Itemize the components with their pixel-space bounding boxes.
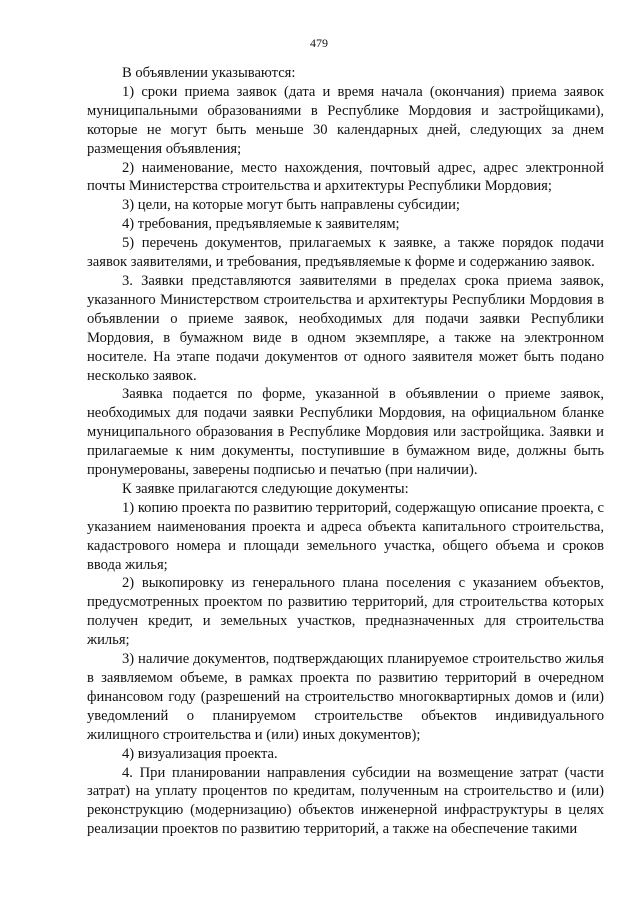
page-number: 479 <box>310 36 328 50</box>
paragraph-item-4-requirements: 4) требования, предъявляемые к заявителям; <box>122 216 400 233</box>
paragraph-attachment-3-permits: 3) наличие документов, подтверждающих планируемое строительство жилья в заявляемом объеме, в рамках проекта по развитию территорий в очередном финансовом году (разрешений на строительство многоквартирных домов и (или) уведомлений о планируемом строительстве объектов индивидуального жилищного строительства и (или) иных документов); <box>87 651 604 743</box>
paragraph-section-3-applications: 3. Заявки представляются заявителями в пределах срока приема заявок, указанного Министерством строительства и архитектуры Республики Мордовия в объявлении о приеме заявок, необходимых для подачи заявки Республики Мордовия, в бумажном виде в одном экземпляре, а также на электронном носителе. На этапе подачи документов от одного заявителя может быть подано несколько заявок. <box>87 272 604 384</box>
paragraph-item-3-goals: 3) цели, на которые могут быть направлены субсидии; <box>122 197 460 214</box>
paragraph-item-5-documents-list: 5) перечень документов, прилагаемых к заявке, а также порядок подачи заявок заявителями, и требования, предъявляемые к форме и содержанию заявок. <box>87 235 604 271</box>
paragraph-attachment-1-project-copy: 1) копию проекта по развитию территорий, содержащую описание проекта, с указанием наименования проекта и адреса объекта капитального строительства, кадастрового номера и площади земельного участка, общего объема и сроков ввода жилья; <box>87 499 604 573</box>
paragraph-announcement-intro: В объявлении указываются: <box>122 65 296 81</box>
paragraph-attachment-2-master-plan: 2) выкопировку из генерального плана поселения с указанием объектов, предусмотренных проектом по развитию территорий, для строительства которых получен кредит, и земельных участков, предназначенных для строительства жилья; <box>87 575 604 649</box>
paragraph-attachment-4-visualization: 4) визуализация проекта. <box>122 745 278 762</box>
paragraph-item-2-ministry-address: 2) наименование, место нахождения, почтовый адрес, адрес электронной почты Министерства строительства и архитектуры Республики Мордовия; <box>87 159 604 195</box>
paragraph-application-form: Заявка подается по форме, указанной в объявлении о приеме заявок, необходимых для подачи заявки Республики Мордовия, на официальном бланке муниципального образования в Республике Мордовия или застройщика. Заявки и прилагаемые к ним документы, поступившие в бумажном виде, должны быть пронумерованы, заверены подписью и печатью (при наличии). <box>87 386 604 479</box>
paragraph-attachments-intro: К заявке прилагаются следующие документы: <box>122 480 409 497</box>
paragraph-section-4-subsidy-planning: 4. При планировании направления субсидии на возмещение затрат (части затрат) на уплату процентов по кредитам, полученным на строительство и (или) реконструкцию (модернизацию) объектов инженерной инфраструктуры в целях реализации проектов по развитию территорий, а также на обеспечение такими <box>87 764 604 838</box>
paragraph-item-1-deadlines: 1) сроки приема заявок (дата и время начала (окончания) приема заявок муниципальными образованиями в Республике Мордовия и застройщиками), которые не могут быть меньше 30 календарных дней, следующих за днем размещения объявления; <box>87 83 604 157</box>
document-body <box>87 64 604 839</box>
